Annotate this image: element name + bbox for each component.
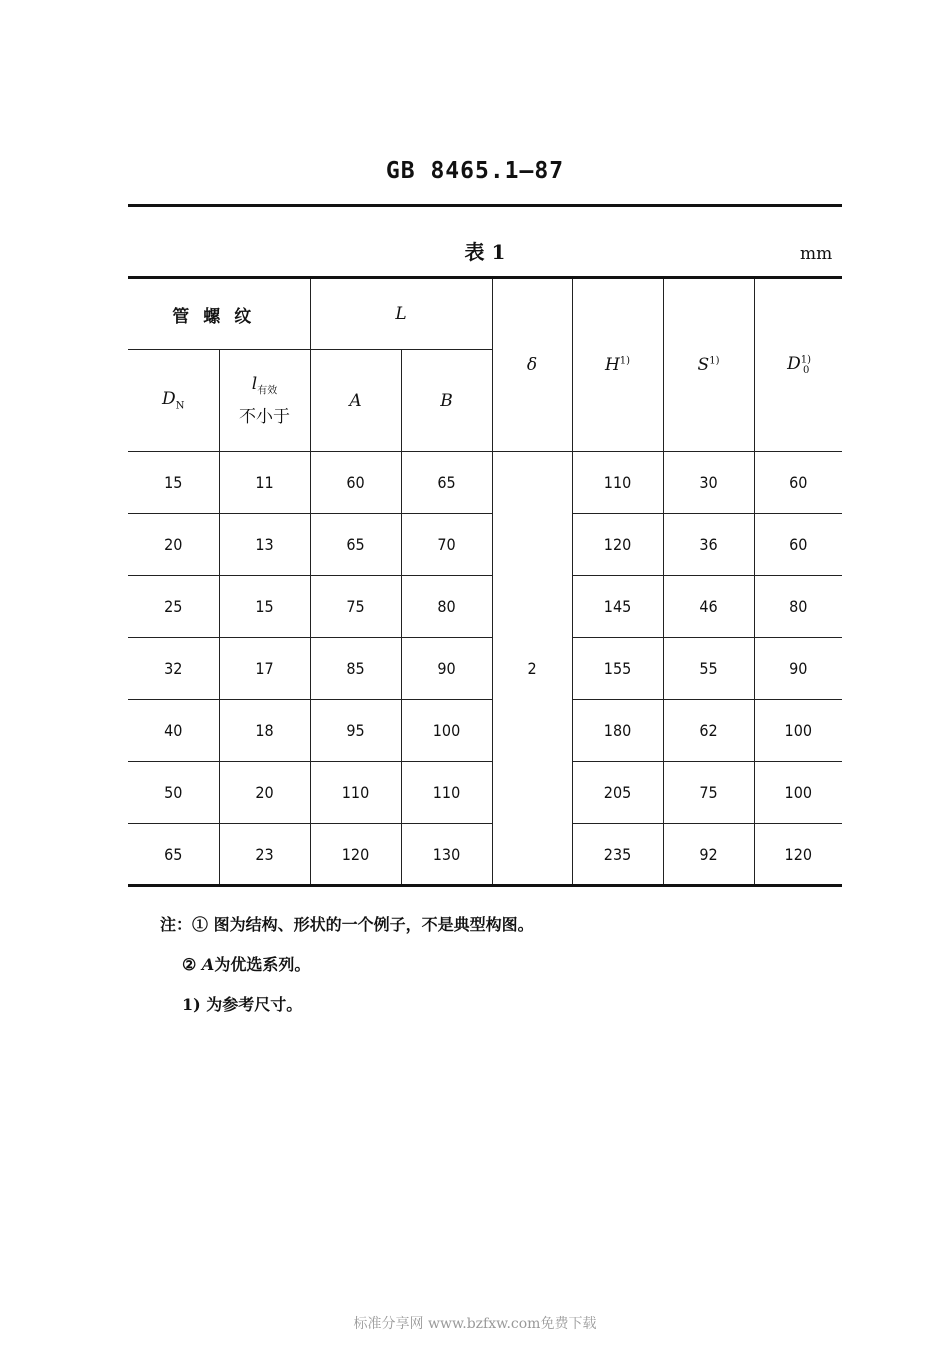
table-row [128, 700, 842, 762]
table-row [128, 576, 842, 638]
b-cell: 130 [401, 824, 492, 886]
dn-cell: 15 [128, 452, 219, 514]
a-cell: 95 [310, 700, 401, 762]
dn-cell: 25 [128, 576, 219, 638]
dn-cell: 50 [128, 762, 219, 824]
d0-cell: 60 [754, 514, 842, 576]
s-cell: 62 [663, 700, 754, 762]
standard-number: GB 8465.1—87 [385, 158, 565, 184]
pipe-thread-header: 管螺纹 [128, 278, 310, 350]
table-unit: mm [800, 244, 833, 264]
d0-cell: 80 [754, 576, 842, 638]
s-cell: 30 [663, 452, 754, 514]
header-rule [128, 204, 842, 207]
watermark-footer: 标准分享网 www.bzfxw.com免费下载 [353, 1316, 597, 1332]
b-cell: 70 [401, 514, 492, 576]
b-cell: 110 [401, 762, 492, 824]
s-cell: 55 [663, 638, 754, 700]
l-cell: 11 [219, 452, 310, 514]
table-row [128, 762, 842, 824]
s-cell: 46 [663, 576, 754, 638]
h-cell: 110 [572, 452, 663, 514]
b-cell: 90 [401, 638, 492, 700]
s-cell: 36 [663, 514, 754, 576]
note-1: 注：① 图为结构、形状的一个例子，不是典型构图。 [160, 915, 534, 934]
l-cell: 18 [219, 700, 310, 762]
a-cell: 120 [310, 824, 401, 886]
d0-cell: 120 [754, 824, 842, 886]
h-cell: 205 [572, 762, 663, 824]
h-header: $H^{1)}$ [572, 278, 663, 452]
b-cell: 80 [401, 576, 492, 638]
a-cell: 85 [310, 638, 401, 700]
h-cell: 120 [572, 514, 663, 576]
s-cell: 75 [663, 762, 754, 824]
d0-cell: 100 [754, 762, 842, 824]
dn-cell: 32 [128, 638, 219, 700]
d0-cell: 100 [754, 700, 842, 762]
h-cell: 145 [572, 576, 663, 638]
h-cell: 155 [572, 638, 663, 700]
note-2: ② A为优选系列。 [182, 955, 311, 974]
h-cell: 180 [572, 700, 663, 762]
b-cell: 100 [401, 700, 492, 762]
dn-cell: 20 [128, 514, 219, 576]
table-row [128, 824, 842, 886]
table-row [128, 452, 842, 514]
dimension-table [128, 276, 842, 887]
l-cell: 15 [219, 576, 310, 638]
dn-cell: 40 [128, 700, 219, 762]
l-cell: 23 [219, 824, 310, 886]
table-title: 表 1 [464, 240, 506, 264]
dn-cell: 65 [128, 824, 219, 886]
d0-cell: 90 [754, 638, 842, 700]
d0-cell: 60 [754, 452, 842, 514]
table-row [128, 638, 842, 700]
d0-header: $D^{1)}_0$ [754, 278, 842, 452]
delta-header: δ [492, 278, 572, 452]
note-3: 1) 为参考尺寸。 [182, 995, 303, 1014]
l-cell: 20 [219, 762, 310, 824]
s-cell: 92 [663, 824, 754, 886]
a-header: A [310, 350, 401, 452]
delta-cell: 2 [492, 452, 572, 886]
effective-length-header: $l_{有效}$ 不小于 [219, 350, 310, 452]
l-cell: 17 [219, 638, 310, 700]
b-header: B [401, 350, 492, 452]
dn-header: $D_N$ [128, 350, 219, 452]
b-cell: 65 [401, 452, 492, 514]
a-cell: 75 [310, 576, 401, 638]
l-cell: 13 [219, 514, 310, 576]
s-header: $S^{1)}$ [663, 278, 754, 452]
h-cell: 235 [572, 824, 663, 886]
a-cell: 65 [310, 514, 401, 576]
a-cell: 60 [310, 452, 401, 514]
a-cell: 110 [310, 762, 401, 824]
length-header: L [310, 278, 492, 350]
table-notes [160, 905, 534, 1025]
table-row [128, 514, 842, 576]
